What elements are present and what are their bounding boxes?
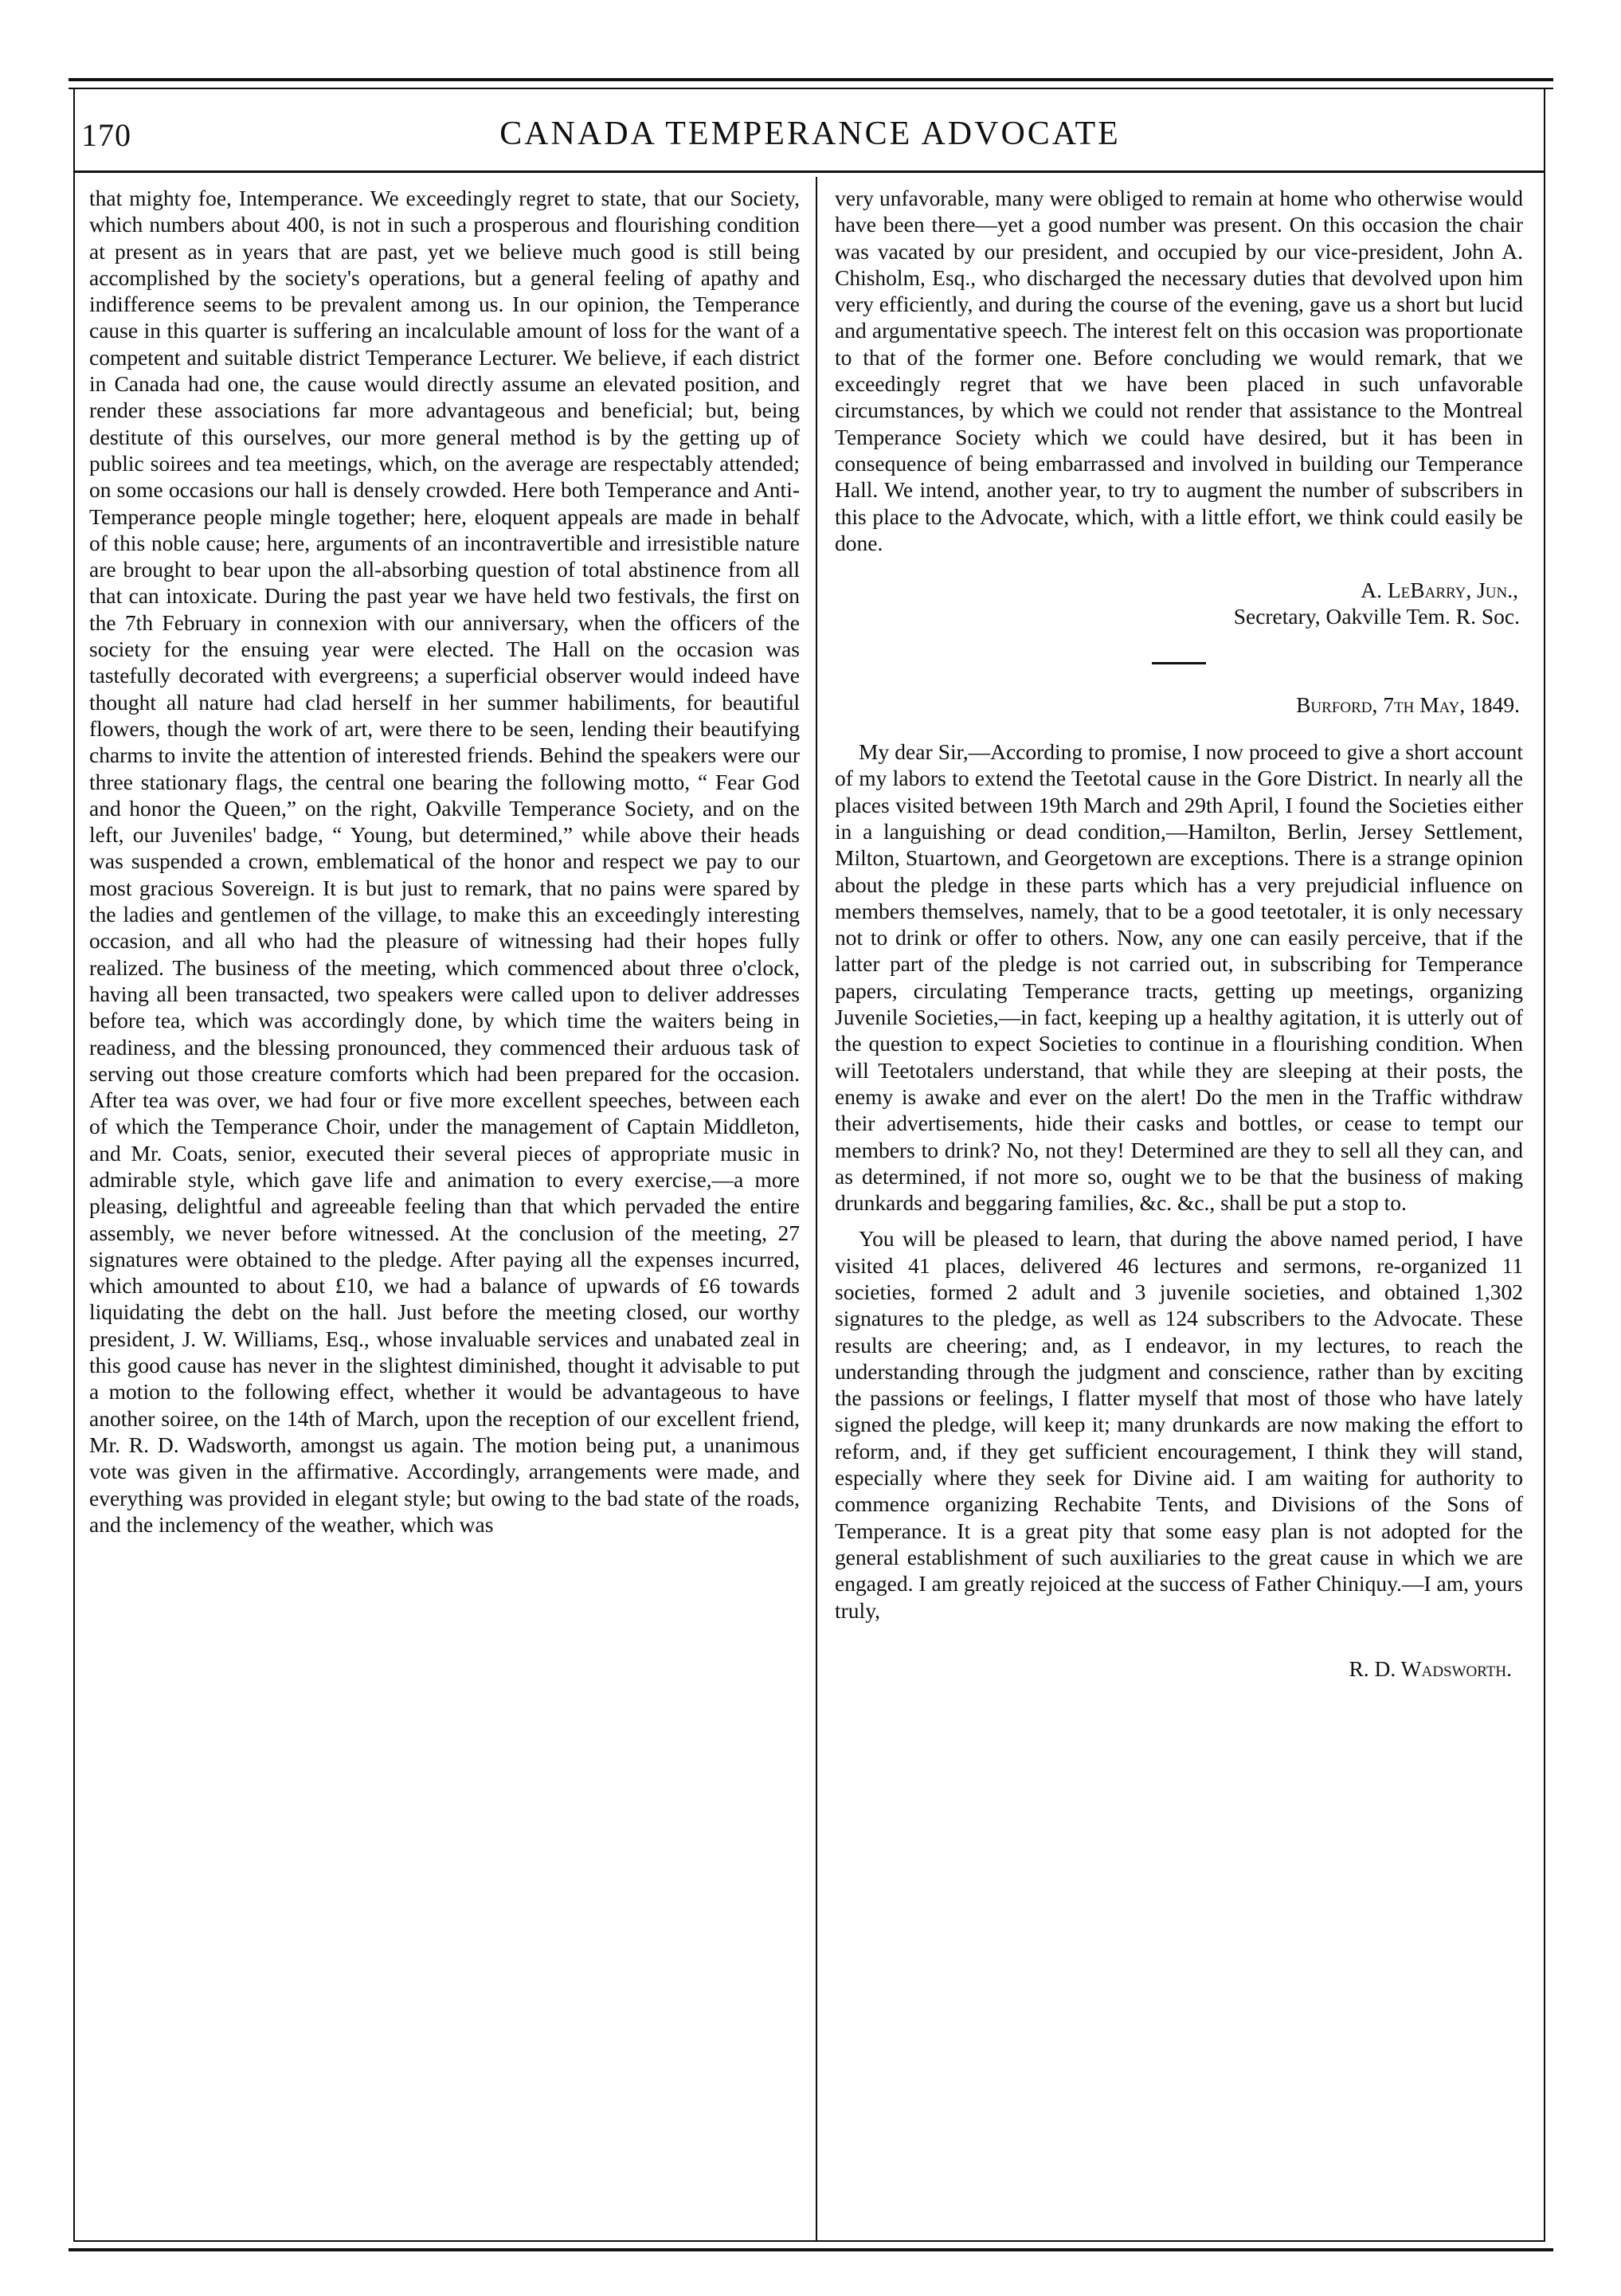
- letter-paragraph: You will be pleased to learn, that during the above named period, I have visited 41 places, delivered 46 lectures and sermons, re-organized 11 societies, formed 2 adult and 3 juvenile societies, and obtained 1,302 signatures to the pledge, as well as 124 subscribers to the Advocate. These results are cheering; and, as I endeavor, in my lectures, to reach the understanding through the judgment and conscience, rather than by exciting the passions or feelings, I flatter myself that most of those who have lately signed the pledge, will keep it; many drunkards are now making the effort to reform, and, if they get sufficient encouragement, I think they will stand, especially where they seek for Divine aid. I am waiting for authority to commence organizing Rechabite Tents, and Divisions of the Sons of Temperance. It is a great pity that some easy plan is not adopted for the general establishment of such auxiliaries to the great cause in which we are engaged. I am greatly rejoiced at the success of Father Chiniquy.—I am, yours truly,: [835, 1226, 1523, 1623]
- running-title: CANADA TEMPERANCE ADVOCATE: [499, 116, 1121, 152]
- top-border-rule-outer: [69, 78, 1553, 81]
- letter-paragraph: My dear Sir,—According to promise, I now proceed to give a short account of my labors to extend the Teetotal cause in the Gore District. In nearly all the places visited between 19th March and 29th April, I found the Societies either in a languishing or dead condition,—Hamilton, Berlin, Jersey Settlement, Milton, Stuartown, and Georgetown are exceptions. There is a strange opinion about the pledge in these parts which has a very prejudicial influence on members themselves, namely, that to be a good teetotaler, it is only necessary not to drink or offer to others. Now, any one can easily perceive, that if the latter part of the pledge is not carried out, in subscribing for Temperance papers, circulating Temperance tracts, getting up meetings, organizing Juvenile Societies,—in fact, keeping up a healthy agitation, it is utterly out of the question to expect Societies to continue in a flourishing condition. When will Teetotalers understand, that while they are sleeping at their posts, the enemy is awake and ever on the alert! Do the men in the Traffic withdraw their advertisements, hide their casks and bottles, or cease to tempt our members to drink? No, not they! Determined are they to sell all they can, and as determined, if not more so, ought we to be that the business of making drunkards and beggaring families, &c. &c., shall be put a stop to.: [835, 739, 1523, 1216]
- letter-dateline: Burford, 7th May, 1849.: [1296, 692, 1520, 717]
- bottom-border-rule-inner: [73, 2240, 1545, 2242]
- bottom-border-rule-outer: [69, 2248, 1553, 2251]
- secretary-signature-title: Secretary, Oakville Tem. R. Soc.: [1233, 604, 1520, 629]
- page-number: 170: [81, 117, 131, 153]
- section-separator-rule: [1152, 662, 1206, 664]
- secretary-signature-name: A. LeBarry, Jun.,: [1361, 578, 1518, 603]
- header-rule: [73, 170, 1545, 173]
- column-divider: [816, 177, 817, 2242]
- page-header: [81, 112, 1539, 159]
- right-column: [835, 185, 1523, 1682]
- left-column: [89, 185, 800, 1538]
- right-frame-line: [1544, 88, 1545, 2240]
- left-frame-line: [73, 88, 75, 2240]
- letter-signature: R. D. Wadsworth.: [1349, 1655, 1512, 1681]
- secretary-report-paragraph: very unfavorable, many were obliged to remain at home who otherwise would have been there—yet a good number was present. On this occasion the chair was vacated by our president, and occupied by our vice-president, John A. Chisholm, Esq., who discharged the necessary duties that devolved upon him very efficiently, and during the course of the evening, gave us a short but lucid and argumentative speech. The interest felt on this occasion was proportionate to that of the former one. Before concluding we would remark, that we exceedingly regret that we have been placed in such unfavorable circumstances, by which we could not render that assistance to the Montreal Temperance Society which we could have desired, but it has been in consequence of being embarrassed and involved in building our Temperance Hall. We intend, another year, to try to augment the number of subscribers in this place to the Advocate, which, with a little effort, we think could easily be done.: [835, 186, 1523, 555]
- top-border-rule-inner: [69, 88, 1553, 89]
- left-column-paragraph: that mighty foe, Intemperance. We exceedingly regret to state, that our Society, which numbers about 400, is not in such a prosperous and flourishing condition at present as in years that are past, yet we believe much good is still being accomplished by the society's operations, but a general feeling of apathy and indifference seems to be prevalent among us. In our opinion, the Temperance cause in this quarter is suffering an incalculable amount of loss for the want of a competent and suitable district Temperance Lecturer. We believe, if each district in Canada had one, the cause would directly assume an elevated position, and render these associations far more advantageous and beneficial; but, being destitute of this ourselves, our more general method is by the getting up of public soirees and tea meetings, which, on the average are respectably attended; on some occasions our hall is densely crowded. Here both Temperance and Anti-Temperance people mingle together; here, eloquent appeals are made in behalf of this noble cause; here, arguments of an incontravertible and irresistible nature are brought to bear upon the all-absorbing question of total abstinence from all that can intoxicate. During the past year we have held two festivals, the first on the 7th February in connexion with our anniversary, when the officers of the society for the ensuing year were elected. The Hall on the occasion was tastefully decorated with evergreens; a superficial observer would indeed have thought all nature had clad herself in her summer habiliments, for beautiful flowers, though the work of art, were there to be seen, lending their beautifying charms to invite the attention of interested friends. Behind the speakers were our three stationary flags, the central one bearing the following motto, “ Fear God and honor the Queen,” on the right, Oakville Temperance Society, and on the left, our Juveniles' badge, “ Young, but determined,” while above their heads was suspended a crown, emblematical of the honor and respect we pay to our most gracious Sovereign. It is but just to remark, that no pains were spared by the ladies and gentlemen of the village, to make this an exceedingly interesting occasion, and all who had the pleasure of witnessing had their hopes fully realized. The business of the meeting, which commenced about three o'clock, having all been transacted, two speakers were called upon to deliver addresses before tea, which was accordingly done, by which time the waiters being in readiness, and the blessing pronounced, they commenced their arduous task of serving out those creature comforts which had been prepared for the occasion. After tea was over, we had four or five more excellent speeches, between each of which the Temperance Choir, under the management of Captain Middleton, and Mr. Coats, senior, executed their several pieces of appropriate music in admirable style, which gave life and animation to every exercise,—a more pleasing, delightful and agreeable feeling than that which pervaded the entire assembly, we never before witnessed. At the conclusion of the meeting, 27 signatures were obtained to the pledge. After paying all the expenses incurred, which amounted to about £10, we had a balance of upwards of £6 towards liquidating the debt on the hall. Just before the meeting closed, our worthy president, J. W. Williams, Esq., whose invaluable services and unabated zeal in this good cause has never in the slightest diminished, thought it advisable to put a motion to the following effect, whether it would be advantageous to have another soiree, on the 14th of March, upon the reception of our excellent friend, Mr. R. D. Wadsworth, amongst us again. The motion being put, a unanimous vote was given in the affirmative. Accordingly, arrangements were made, and everything was provided in elegant style; but owing to the bad state of the roads, and the inclemency of the weather, which was: [89, 186, 800, 1537]
